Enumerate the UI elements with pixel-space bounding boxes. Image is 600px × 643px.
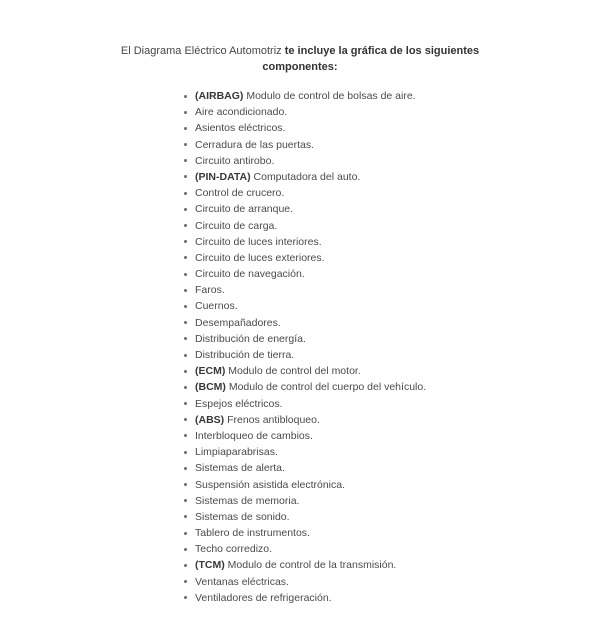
bullet-icon <box>184 208 187 211</box>
bullet-icon <box>184 434 187 437</box>
list-item <box>195 250 600 266</box>
list-item <box>195 298 600 314</box>
document-page <box>0 43 600 643</box>
component-text: Control de crucero. <box>195 187 285 200</box>
component-text: Ventiladores de refrigeración. <box>195 591 332 604</box>
list-item <box>195 347 600 363</box>
bullet-icon <box>184 532 187 535</box>
bullet-icon <box>184 467 187 470</box>
list-item <box>195 169 600 185</box>
component-text: Circuito de arranque. <box>195 203 294 216</box>
component-text: Computadora del auto. <box>253 170 361 183</box>
component-text: Frenos antibloqueo. <box>227 413 320 426</box>
bullet-icon <box>184 289 187 292</box>
component-text: Asientos eléctricos. <box>195 122 286 135</box>
list-item <box>195 444 600 460</box>
component-tag: (AIRBAG) <box>195 90 247 102</box>
bullet-icon <box>184 499 187 502</box>
bullet-icon <box>184 548 187 551</box>
list-item <box>195 282 600 298</box>
bullet-icon <box>184 596 187 599</box>
bullet-icon <box>184 305 187 308</box>
component-text: Tablero de instrumentos. <box>195 527 310 540</box>
component-text: Suspensión asistida electrónica. <box>195 478 346 491</box>
list-item <box>195 460 600 476</box>
list-item <box>195 363 600 379</box>
bullet-icon <box>184 483 187 486</box>
bullet-icon <box>184 175 187 178</box>
bullet-icon <box>184 159 187 162</box>
list-item <box>195 266 600 282</box>
page-title-bold: te incluye la gráfica de los siguientes componentes: <box>262 45 480 73</box>
component-text: Modulo de control del cuerpo del vehículo. <box>228 381 427 394</box>
component-tag: (ECM) <box>195 365 229 378</box>
component-text: Circuito de luces interiores. <box>195 235 322 248</box>
component-text: Distribución de energía. <box>195 332 306 345</box>
bullet-icon <box>184 127 187 130</box>
bullet-icon <box>184 451 187 454</box>
component-text: Circuito de navegación. <box>195 268 305 281</box>
list-item <box>195 137 600 153</box>
component-text: Circuito de carga. <box>195 219 278 232</box>
components-list <box>0 88 600 606</box>
component-text: Limpiaparabrisas. <box>195 446 278 459</box>
list-item <box>195 396 600 412</box>
component-text: Circuito antirobo. <box>195 154 275 167</box>
bullet-icon <box>184 192 187 195</box>
component-text: Sistemas de alerta. <box>195 462 285 475</box>
component-text: Distribución de tierra. <box>195 349 295 361</box>
component-text: Espejos eléctricos. <box>195 397 283 410</box>
list-item <box>195 88 600 104</box>
list-item <box>195 428 600 444</box>
list-item <box>195 477 600 493</box>
component-text: Interbloqueo de cambios. <box>195 429 313 442</box>
bullet-icon <box>184 95 187 98</box>
list-item <box>195 557 600 573</box>
bullet-icon <box>184 337 187 340</box>
component-text: Modulo de control del motor. <box>228 365 361 378</box>
list-item <box>195 104 600 120</box>
bullet-icon <box>184 354 187 357</box>
component-text: Desempañadores. <box>195 316 281 329</box>
list-item <box>195 201 600 217</box>
bullet-icon <box>184 515 187 518</box>
component-tag: (TCM) <box>195 559 228 572</box>
list-item <box>195 234 600 250</box>
component-text: Aire acondicionado. <box>195 106 288 119</box>
list-item <box>195 493 600 509</box>
list-item <box>195 525 600 541</box>
page-title-regular: El Diagrama Eléctrico Automotriz <box>120 45 285 57</box>
component-text: Sistemas de sonido. <box>195 510 290 523</box>
bullet-icon <box>184 143 187 146</box>
list-item <box>195 412 600 428</box>
component-text: Ventanas eléctricas. <box>195 575 289 588</box>
bullet-icon <box>184 418 187 421</box>
bullet-icon <box>184 111 187 114</box>
component-text: Faros. <box>195 284 225 297</box>
list-item <box>195 541 600 557</box>
bullet-icon <box>184 370 187 373</box>
component-text: Circuito de luces exteriores. <box>195 251 325 264</box>
component-tag: (BCM) <box>195 381 229 394</box>
list-item <box>195 153 600 169</box>
component-tag: (PIN-DATA) <box>195 170 254 183</box>
list-item <box>195 315 600 331</box>
bullet-icon <box>184 580 187 583</box>
component-text: Modulo de control de la transmisión. <box>227 559 397 572</box>
bullet-icon <box>184 256 187 259</box>
list-item <box>195 120 600 136</box>
component-text: Techo corredizo. <box>195 543 273 556</box>
component-tag: (ABS) <box>195 413 228 426</box>
bullet-icon <box>184 321 187 324</box>
component-text: Modulo de control de bolsas de aire. <box>246 90 416 102</box>
bullet-icon <box>184 240 187 243</box>
list-item <box>195 185 600 201</box>
list-item <box>195 574 600 590</box>
list-item <box>195 218 600 234</box>
page-title <box>100 43 500 75</box>
bullet-icon <box>184 224 187 227</box>
list-item <box>195 509 600 525</box>
component-text: Cerradura de las puertas. <box>195 138 315 151</box>
list-item <box>195 379 600 395</box>
bullet-icon <box>184 564 187 567</box>
bullet-icon <box>184 273 187 276</box>
component-text: Cuernos. <box>195 300 238 313</box>
list-item <box>195 590 600 606</box>
bullet-icon <box>184 402 187 405</box>
bullet-icon <box>184 386 187 389</box>
component-text: Sistemas de memoria. <box>195 494 300 507</box>
list-item <box>195 331 600 347</box>
